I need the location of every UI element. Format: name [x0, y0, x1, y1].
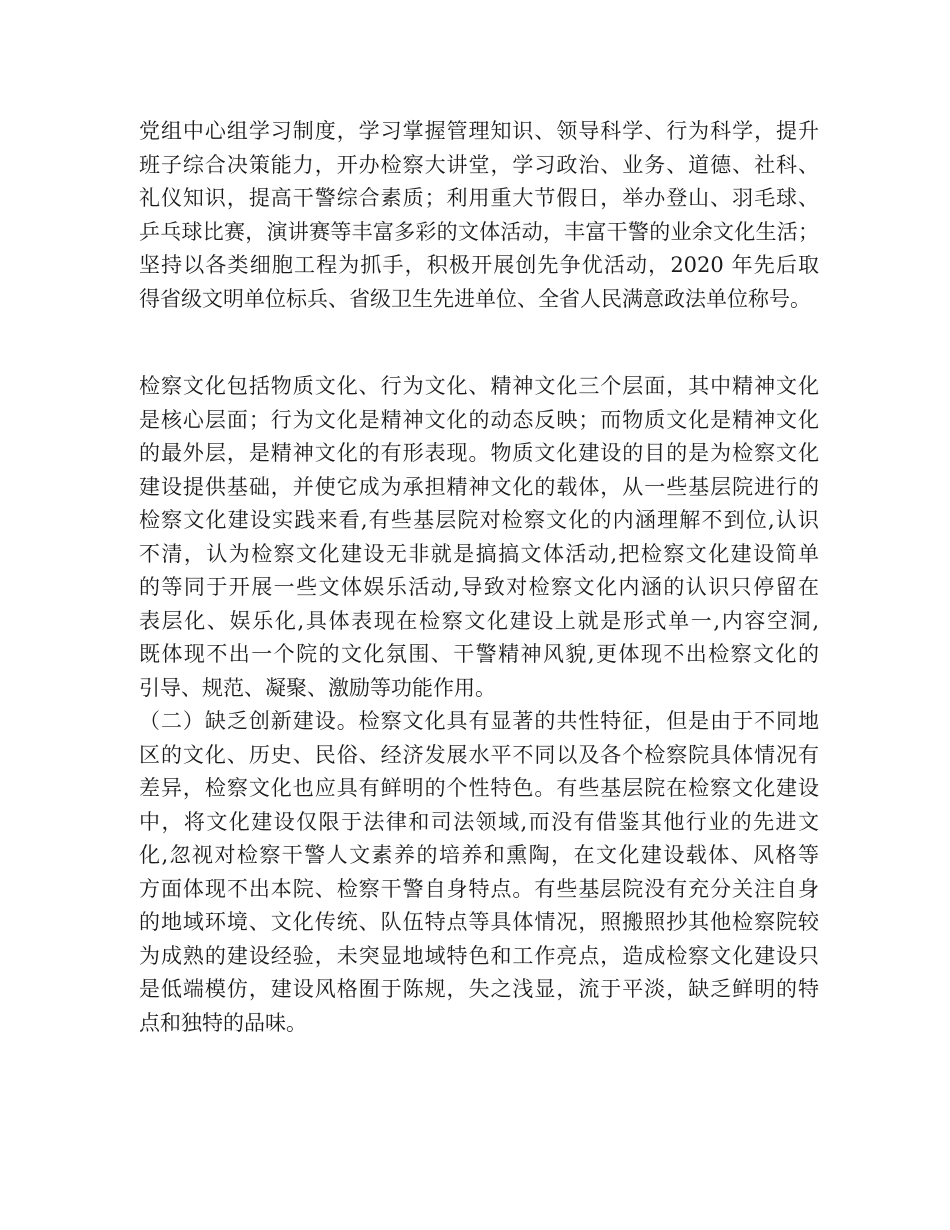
text-line: 礼仪知识，提高干警综合素质；利用重大节假日，举办登山、羽毛球、 — [139, 186, 819, 210]
text-line: 化,忽视对检察干警人文素养的培养和熏陶，在文化建设载体、风格等 — [139, 843, 819, 867]
text-line: 班子综合决策能力，开办检察大讲堂，学习政治、业务、道德、社科、 — [139, 152, 819, 177]
paragraph-1 — [139, 115, 819, 316]
text-line: 方面体现不出本院、检察干警自身特点。有些基层院没有充分关注自身 — [139, 876, 819, 901]
text-line: 表层化、娱乐化,具体表现在检察文化建设上就是形式单一,内容空洞, — [139, 608, 819, 633]
text-line: 中，将文化建设仅限于法律和司法领域,而没有借鉴其他行业的先进文 — [139, 809, 819, 834]
text-line: 得省级文明单位标兵、省级卫生先进单位、全省人民满意政法单位称号。 — [139, 286, 811, 311]
text-line: 建设提供基础，并使它成为承担精神文化的载体，从一些基层院进行的 — [139, 474, 819, 499]
text-line: 差异，检察文化也应具有鲜明的个性特色。有些基层院在检察文化建设 — [139, 776, 819, 800]
text-line: 区的文化、历史、民俗、经济发展水平不同以及各个检察院具体情况有 — [139, 742, 819, 767]
text-line: 点和独特的品味。 — [139, 1010, 307, 1035]
text-line: 是核心层面；行为文化是精神文化的动态反映；而物质文化是精神文化 — [139, 407, 819, 432]
text-line: 的地域环境、文化传统、队伍特点等具体情况，照搬照抄其他检察院较 — [139, 910, 819, 934]
text-line: 检察文化包括物质文化、行为文化、精神文化三个层面，其中精神文化 — [139, 374, 819, 398]
text-line: 检察文化建设实践来看,有些基层院对检察文化的内涵理解不到位,认识 — [139, 508, 819, 532]
paragraph-2 — [139, 370, 819, 1040]
text-line: 既体现不出一个院的文化氛围、干警精神风貌,更体现不出检察文化的 — [139, 642, 819, 666]
text-line: 不清，认为检察文化建设无非就是搞搞文体活动,把检察文化建设简单 — [139, 541, 819, 566]
text-line: 的最外层，是精神文化的有形表现。物质文化建设的目的是为检察文化 — [139, 441, 819, 465]
text-line: 引导、规范、凝聚、激励等功能作用。 — [139, 675, 496, 700]
text-line: 坚持以各类细胞工程为抓手，积极开展创先争优活动，2020 年先后取 — [139, 253, 819, 277]
text-line: 的等同于开展一些文体娱乐活动,导致对检察文化内涵的认识只停留在 — [139, 575, 819, 599]
text-line: 乒乓球比赛，演讲赛等丰富多彩的文体活动，丰富干警的业余文化生活； — [139, 219, 819, 244]
text-line: 为成熟的建设经验，未突显地域特色和工作亮点，造成检察文化建设只 — [139, 943, 819, 968]
text-line: （二）缺乏创新建设。检察文化具有显著的共性特征，但是由于不同地 — [139, 709, 819, 733]
text-line: 是低端模仿，建设风格囿于陈规，失之浅显，流于平淡，缺乏鲜明的特 — [139, 977, 819, 1001]
text-line: 党组中心组学习制度，学习掌握管理知识、领导科学、行为科学，提升 — [139, 119, 819, 143]
